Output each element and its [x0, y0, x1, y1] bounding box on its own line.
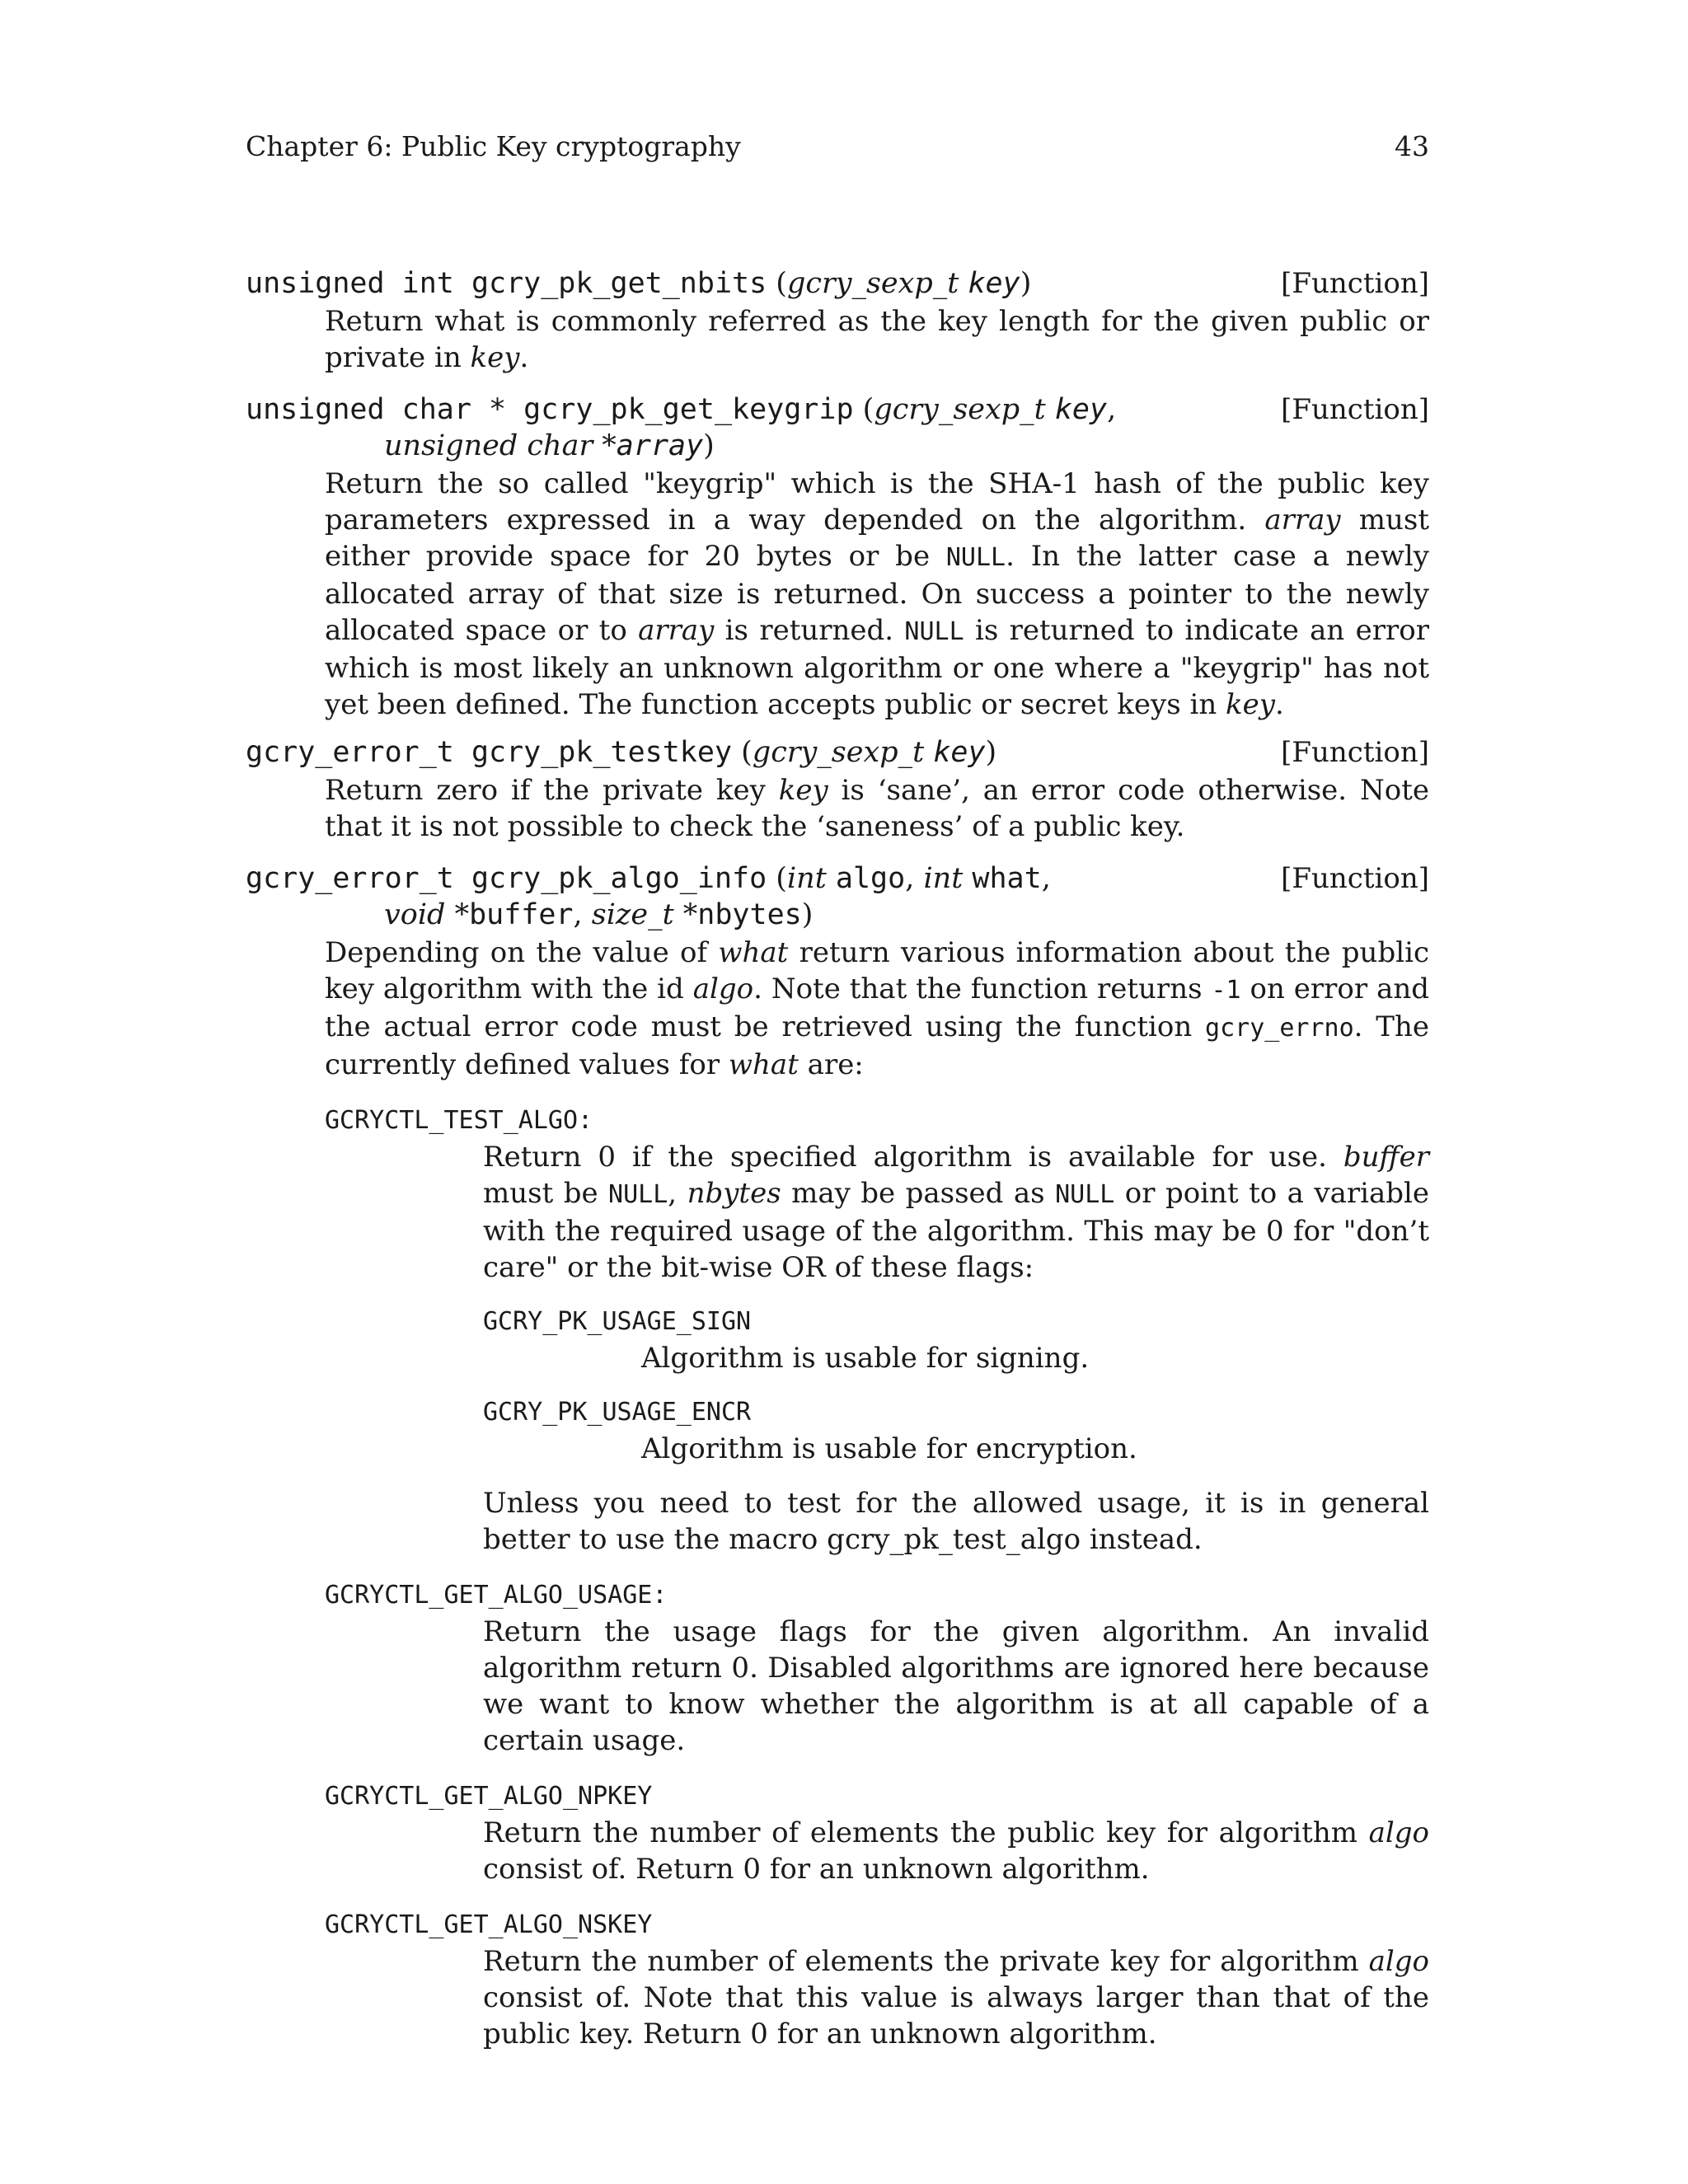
param-name: what [972, 862, 1042, 895]
item-term: GCRYCTL_GET_ALGO_NSKEY [325, 1910, 653, 1939]
function-tag: [Function] [1281, 393, 1429, 426]
return-type: unsigned char * [246, 393, 524, 426]
flag-name: GCRY_PK_USAGE_ENCR [483, 1398, 752, 1427]
function-tag: [Function] [1281, 736, 1429, 769]
function-signature: gcry_error_t gcry_pk_algo_info (int algo, int what, [Function] [246, 862, 1429, 895]
param-name: algo [835, 862, 906, 895]
manual-page [246, 0, 1429, 2184]
function-signature-continued: unsigned char *array) [384, 429, 715, 462]
page-number: 43 [1395, 130, 1429, 162]
function-signature: unsigned int gcry_pk_get_nbits (gcry_sexp_t key) [Function] [246, 267, 1429, 300]
function-description: Return the so called "keygrip" which is the SHA-1 hash of the public key parameters expressed in a way depended on the algorithm. array must either provide space for 20 bytes or be NULL. In the latter case a newly allocated array of that size is returned. On success a pointer to the newly allocated space or to array is returned. NULL is returned to indicate an error which is most likely an unknown algorithm or one where a "keygrip" has not yet been defined. The function accepts public or secret keys in key. [325, 467, 1430, 721]
function-tag: [Function] [1281, 862, 1429, 895]
item-description: Return the number of elements the public key for algorithm algo consist of. Return 0 for an unknown algorithm. [483, 1816, 1429, 1886]
function-gcry-pk-get-keygrip [246, 393, 1429, 723]
function-name: gcry_pk_get_keygrip [523, 393, 854, 426]
flag-name: GCRY_PK_USAGE_SIGN [483, 1307, 752, 1336]
param-name: key [1054, 393, 1108, 426]
function-description: Depending on the value of what return various information about the public key algorithm with the id algo. Note that the function returns -1 on error and the actual error code must be retrieved using the function gcry_errno. The currently defined values for what are: [325, 936, 1430, 1081]
return-type: unsigned int [246, 267, 471, 300]
param-type: unsigned char * [384, 429, 617, 462]
function-tag: [Function] [1281, 267, 1429, 300]
param-name: key [968, 267, 1020, 300]
flag-item [483, 1394, 1429, 1467]
flag-description: Algorithm is usable for encryption. [641, 1432, 1137, 1465]
page-header [246, 130, 1429, 170]
param-name: buffer [469, 898, 574, 931]
list-item [325, 1779, 1429, 1887]
list-item [325, 1577, 1429, 1759]
item-term: GCRYCTL_GET_ALGO_USAGE: [325, 1581, 668, 1610]
param-name: key [933, 736, 986, 769]
param-type: void * [384, 898, 470, 931]
flag-description: Algorithm is usable for signing. [641, 1342, 1090, 1375]
function-name: gcry_pk_testkey [471, 736, 733, 769]
param-type: size_t * [591, 898, 698, 931]
function-signature: gcry_error_t gcry_pk_testkey (gcry_sexp_t key) [Function] [246, 736, 1429, 769]
function-description: Return zero if the private key key is ‘sane’, an error code otherwise. Note that it is not possible to check the ‘saneness’ of a public key. [325, 774, 1429, 843]
item-term: GCRYCTL_GET_ALGO_NPKEY [325, 1782, 653, 1811]
param-name: nbytes [697, 898, 802, 931]
param-type: int [923, 862, 973, 895]
function-name: gcry_pk_get_nbits [471, 267, 767, 300]
function-description: Return what is commonly referred as the key length for the given public or private in key. [325, 305, 1429, 374]
item-description: Return the number of elements the private key for algorithm algo consist of. Note that this value is always larger than that of the public key. Return 0 for an unknown algorithm. [483, 1945, 1429, 2050]
return-type: gcry_error_t [246, 736, 471, 769]
flag-list [483, 1304, 1429, 1558]
item-description: Return 0 if the specified algorithm is available for use. buffer must be NULL, nbytes may be passed as NULL or point to a variable with the required usage of the algorithm. This may be 0 for "don’t care" or the bit-wise OR of these flags: [483, 1141, 1430, 1284]
param-type: gcry_sexp_t [752, 736, 934, 769]
return-type: gcry_error_t [246, 862, 471, 895]
item-note: Unless you need to test for the allowed usage, it is in general better to use the macro gcry_pk_test_algo instead. [483, 1487, 1429, 1556]
function-gcry-pk-algo-info [246, 862, 1429, 2052]
value-list [325, 1103, 1429, 2052]
function-signature: unsigned char * gcry_pk_get_keygrip (gcry_sexp_t key, [Function] [246, 393, 1429, 426]
list-item [325, 1103, 1429, 1558]
param-type: gcry_sexp_t [874, 393, 1055, 426]
function-gcry-pk-get-nbits [246, 267, 1429, 376]
list-item [325, 1907, 1429, 2052]
flag-item [483, 1304, 1429, 1376]
function-signature-continued: void *buffer, size_t *nbytes) [384, 898, 814, 931]
param-type: int [786, 862, 836, 895]
item-term: GCRYCTL_TEST_ALGO: [325, 1106, 593, 1135]
chapter-title: Chapter 6: Public Key cryptography [246, 130, 741, 162]
function-name: gcry_pk_algo_info [471, 862, 767, 895]
param-name: array [616, 429, 704, 462]
param-type: gcry_sexp_t [786, 267, 968, 300]
function-gcry-pk-testkey [246, 736, 1429, 845]
item-description: Return the usage flags for the given algorithm. An invalid algorithm return 0. Disabled algorithms are ignored here because we want to know whether the algorithm is at all capable of a certain usage. [483, 1615, 1429, 1757]
